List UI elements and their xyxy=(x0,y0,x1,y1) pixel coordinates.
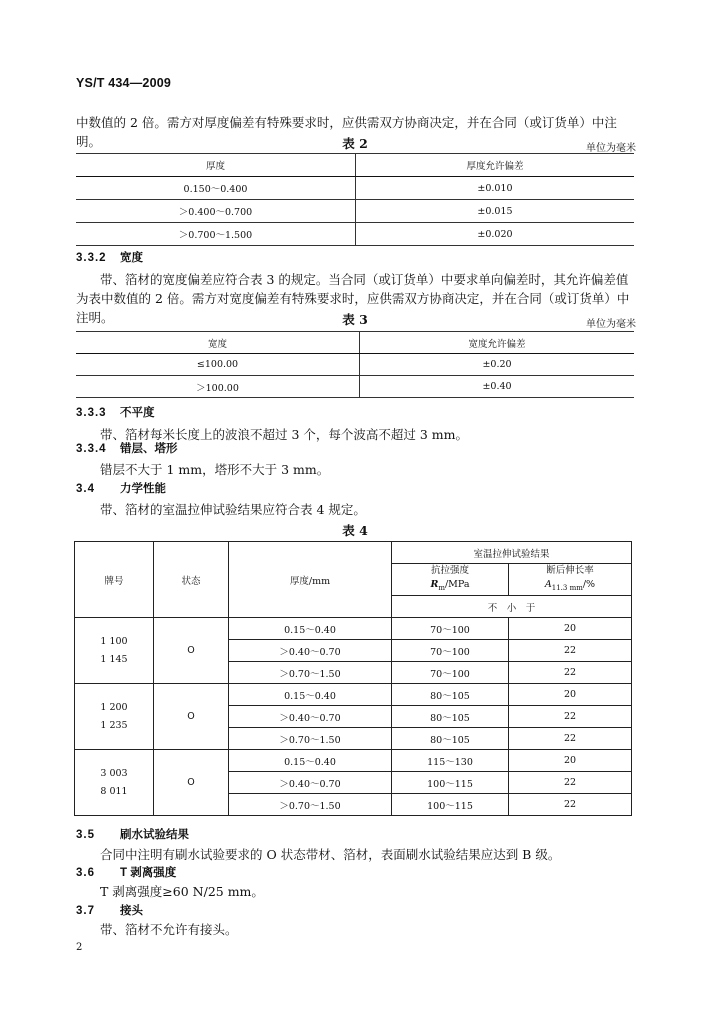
section-title: T 剥离强度 xyxy=(120,867,177,879)
table4-cell: 80～105 xyxy=(392,706,509,728)
table3-cell: ±0.40 xyxy=(360,376,635,398)
section-title: 错层、塔形 xyxy=(120,443,178,455)
section-3-4-body: 带、箔材的室温拉伸试验结果应符合表 4 规定。 xyxy=(100,502,366,517)
section-3-3-2-body: 带、箔材的宽度偏差应符合表 3 的规定。当合同（或订货单）中要求单向偏差时，其允许偏差值为表中数值的 2 倍。需方对宽度偏差有特殊要求时，应供需双方协商决定，并在合同（或订货单）中注明。 xyxy=(76,272,630,325)
table4-cell: 22 xyxy=(509,772,632,794)
section-number: 3.5 xyxy=(76,829,95,841)
table3-cell: ＞100.00 xyxy=(76,376,360,398)
elongation-unit: $A_{11.3 mm}/\%$ xyxy=(544,579,596,592)
table4-cell: 100～115 xyxy=(392,772,509,794)
table-row xyxy=(76,376,634,398)
table-row xyxy=(76,177,634,200)
section-title: 宽度 xyxy=(120,252,143,264)
table4-cell: 0.15～0.40 xyxy=(229,684,392,706)
table4-caption: 表 4 xyxy=(342,523,368,538)
section-3-4-heading xyxy=(76,480,166,496)
table4-cell: 70～100 xyxy=(392,618,509,640)
tensile-label: 抗拉强度 xyxy=(430,565,469,577)
table2-cell: ＞0.400～0.700 xyxy=(76,200,356,223)
table4-header-elongation xyxy=(509,564,632,596)
section-number: 3.3.2 xyxy=(76,252,107,264)
table2-cell: ＞0.700～1.500 xyxy=(76,223,356,246)
document-code: YS/T 434—2009 xyxy=(76,76,172,90)
table2 xyxy=(76,153,634,246)
table4-cell: 80～105 xyxy=(392,728,509,750)
table3-caption: 表 3 xyxy=(342,312,368,327)
table4-cell: 20 xyxy=(509,684,632,706)
section-3-5-heading xyxy=(76,826,189,842)
table4-cell: 100～115 xyxy=(392,794,509,816)
table4-header-notless: 不 小 于 xyxy=(392,596,632,618)
section-title: 力学性能 xyxy=(120,483,166,495)
table2-cell: ±0.015 xyxy=(356,200,635,223)
section-number: 3.3.4 xyxy=(76,443,107,455)
section-3-3-2-heading xyxy=(76,249,143,265)
table4-cell: ＞0.70～1.50 xyxy=(229,728,392,750)
section-3-7-body: 带、箔材不允许有接头。 xyxy=(100,922,238,937)
table2-cell: ±0.020 xyxy=(356,223,635,246)
table2-unit: 单位为毫米 xyxy=(586,143,636,154)
table3 xyxy=(76,331,634,398)
section-title: 接头 xyxy=(120,905,143,917)
section-3-3-3-body: 带、箔材每米长度上的波浪不超过 3 个，每个波高不超过 3 mm。 xyxy=(100,427,469,442)
table4-cell: 22 xyxy=(509,794,632,816)
table4-cell: 70～100 xyxy=(392,662,509,684)
section-number: 3.3.3 xyxy=(76,407,107,419)
section-title: 刷水试验结果 xyxy=(120,829,189,841)
table4-cell: 20 xyxy=(509,750,632,772)
table4-cell: ＞0.70～1.50 xyxy=(229,794,392,816)
section-3-3-4-heading xyxy=(76,440,178,456)
table4-cell: 22 xyxy=(509,728,632,750)
table-row xyxy=(75,618,632,640)
table4 xyxy=(74,541,632,816)
table4-cell: ＞0.40～0.70 xyxy=(229,640,392,662)
table4-state-cell: O xyxy=(154,750,229,816)
table3-cell: ≤100.00 xyxy=(76,354,360,376)
intro-paragraph: 中数值的 2 倍。需方对厚度偏差有特殊要求时，应供需双方协商决定，并在合同（或订货单）中注明。 xyxy=(76,115,617,149)
table3-header-width: 宽度 xyxy=(76,332,360,354)
table4-header-state: 状态 xyxy=(154,542,229,618)
table-row xyxy=(75,750,632,772)
table-row xyxy=(76,200,634,223)
section-3-3-3-heading xyxy=(76,404,155,420)
table4-header-grade: 牌号 xyxy=(75,542,154,618)
table4-cell: ＞0.40～0.70 xyxy=(229,772,392,794)
table4-cell: 0.15～0.40 xyxy=(229,750,392,772)
section-3-7-heading xyxy=(76,902,143,918)
section-3-5-body: 合同中注明有刷水试验要求的 O 状态带材、箔材，表面刷水试验结果应达到 B 级。 xyxy=(100,847,561,862)
tensile-unit: $R_m$/MPa xyxy=(430,579,470,592)
table4-cell: 22 xyxy=(509,640,632,662)
table4-cell: 0.15～0.40 xyxy=(229,618,392,640)
table2-header-thickness: 厚度 xyxy=(76,154,356,177)
page-number: 2 xyxy=(76,942,83,953)
table4-grade-cell: 1 100 1 145 xyxy=(75,618,154,684)
table-row xyxy=(75,684,632,706)
section-3-6-body: T 剥离强度≥60 N/25 mm。 xyxy=(100,884,264,899)
table3-unit: 单位为毫米 xyxy=(586,319,636,330)
table4-header-thickness: 厚度/mm xyxy=(229,542,392,618)
table4-cell: 20 xyxy=(509,618,632,640)
table3-header-tolerance: 宽度允许偏差 xyxy=(360,332,635,354)
table4-grade-cell: 1 200 1 235 xyxy=(75,684,154,750)
section-number: 3.4 xyxy=(76,483,95,495)
table4-cell: 22 xyxy=(509,662,632,684)
table4-cell: ＞0.40～0.70 xyxy=(229,706,392,728)
table-row xyxy=(76,354,634,376)
section-number: 3.7 xyxy=(76,905,95,917)
elongation-label: 断后伸长率 xyxy=(546,565,594,577)
section-title: 不平度 xyxy=(120,407,155,419)
section-3-6-heading xyxy=(76,864,176,880)
table4-header-tensile xyxy=(392,564,509,596)
section-number: 3.6 xyxy=(76,867,95,879)
table2-cell: ±0.010 xyxy=(356,177,635,200)
table4-state-cell: O xyxy=(154,618,229,684)
section-3-3-4-body: 错层不大于 1 mm，塔形不大于 3 mm。 xyxy=(100,462,330,477)
table2-header-tolerance: 厚度允许偏差 xyxy=(356,154,635,177)
table4-state-cell: O xyxy=(154,684,229,750)
table4-grade-cell: 3 003 8 011 xyxy=(75,750,154,816)
table4-cell: 70～100 xyxy=(392,640,509,662)
table-row xyxy=(76,223,634,246)
table4-cell: 22 xyxy=(509,706,632,728)
table4-cell: ＞0.70～1.50 xyxy=(229,662,392,684)
table4-header-group: 室温拉伸试验结果 xyxy=(392,542,632,564)
table3-cell: ±0.20 xyxy=(360,354,635,376)
table4-cell: 80～105 xyxy=(392,684,509,706)
table2-caption: 表 2 xyxy=(342,136,368,151)
table4-cell: 115～130 xyxy=(392,750,509,772)
table2-cell: 0.150～0.400 xyxy=(76,177,356,200)
